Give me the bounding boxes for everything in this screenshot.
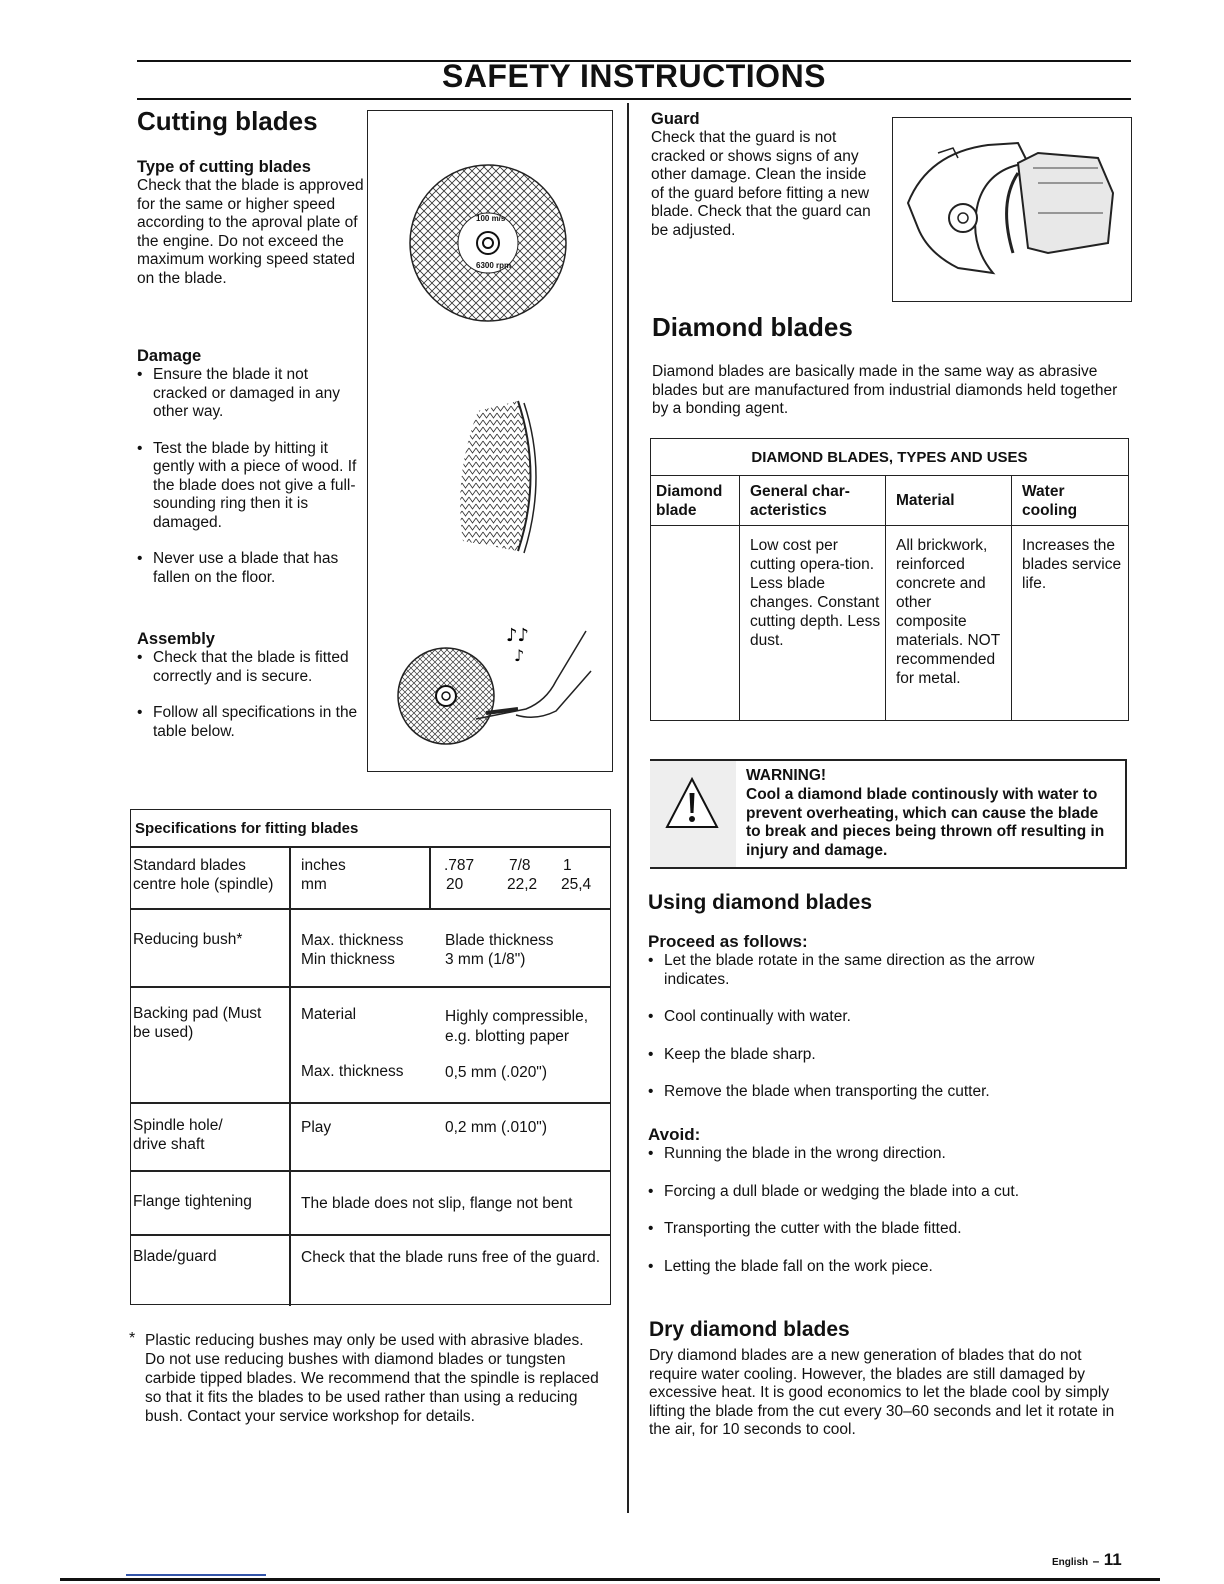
assembly-item: • Follow all specifications in the table below. <box>137 704 363 741</box>
guard-heading: Guard <box>651 110 700 128</box>
spec-value: Highly compressible, e.g. blotting paper <box>445 1008 588 1045</box>
diamond-table-header: Water cooling <box>1012 476 1129 526</box>
avoid-heading: Avoid: <box>648 1125 701 1144</box>
specifications-table <box>130 809 611 1305</box>
dry-diamond-heading: Dry diamond blades <box>649 1318 850 1341</box>
spec-value: Blade thickness <box>445 932 554 949</box>
spec-value: The blade does not slip, flange not bent <box>301 1195 573 1212</box>
footer-page: 11 <box>1103 1550 1122 1569</box>
assembly-heading: Assembly <box>137 630 215 648</box>
title-rule <box>137 98 1131 100</box>
spec-param: Max. thickness <box>301 1063 404 1080</box>
proceed-item: • Remove the blade when transporting the cutter. <box>648 1083 1128 1102</box>
diamond-table-cell: Low cost per cutting opera-tion. Less blade changes. Constant cutting depth. Less dust. <box>740 526 886 721</box>
proceed-item: • Cool continually with water. <box>648 1008 1128 1027</box>
diamond-table-cell: Increases the blades service life. <box>1012 526 1129 721</box>
footer-dash: – <box>1092 1554 1100 1568</box>
diamond-intro-text: Diamond blades are basically made in the same way as abrasive blades but are manufactured from industrial diamonds held together by a bonding agent. <box>652 363 1118 417</box>
blade-ring-test-illustration <box>396 611 606 761</box>
spec-row-label: Backing pad (Must be used) <box>133 1005 262 1041</box>
type-heading: Type of cutting blades <box>137 158 311 176</box>
blade-edge-test-illustration <box>448 391 548 561</box>
warning-icon <box>664 775 720 831</box>
spec-param: Min thickness <box>301 951 395 968</box>
spec-param: Material <box>301 1006 357 1023</box>
avoid-item: • Running the blade in the wrong direction. <box>648 1145 1128 1164</box>
spec-param: Max. thickness <box>301 932 404 949</box>
illustration-frame <box>367 110 613 772</box>
spec-row-label: Blade/guard <box>133 1248 217 1265</box>
type-of-blades-section <box>137 158 367 288</box>
spec-row-label: Reducing bush* <box>133 931 243 948</box>
proceed-section <box>648 932 1128 1102</box>
diamond-table-header: General char-acteristics <box>740 476 886 526</box>
footnote: Plastic reducing bushes may only be used with abrasive blades. Do not use reducing bushes with diamond blades or tungsten carbide tipped blades. We recommend that the spindle is replaced so that it fits the blades to be used rather than using a reducing bush. Contact your service workshop for details. <box>145 1332 599 1425</box>
diamond-blades-heading: Diamond blades <box>652 312 853 342</box>
dry-diamond-text: Dry diamond blades are a new generation of blades that do not require water cooling. However, the blades are still damaged by excessive heat. It is good economics to let the blade cool by simply lifting the blade from the cut every 30–60 seconds and let it rotate in the air, for 10 seconds to cool. <box>649 1347 1115 1438</box>
damage-item: • Never use a blade that has fallen on the floor. <box>137 550 365 587</box>
damage-item: • Ensure the blade it not cracked or damaged in any other way. <box>137 366 365 422</box>
damage-item: • Test the blade by hitting it gently with a piece of wood. If the blade does not give a full-sounding ring then it is damaged. <box>137 440 365 533</box>
damage-heading: Damage <box>137 347 202 365</box>
warning-box <box>650 759 1127 869</box>
spec-table-title: Specifications for fitting blades <box>135 820 359 837</box>
bottom-rule-accent <box>126 1574 266 1576</box>
spec-value: .787 <box>444 857 475 874</box>
bottom-rule <box>60 1578 1160 1581</box>
cutting-blades-heading: Cutting blades <box>137 106 318 136</box>
proceed-item: • Let the blade rotate in the same direction as the arrow indicates. <box>648 952 1094 989</box>
diamond-table-cell <box>651 526 740 721</box>
guard-text: Check that the guard is not cracked or shows signs of any other damage. Clean the inside of the guard before fitting a new blade. Check that the guard can be adjusted. <box>651 129 871 239</box>
spec-value: Check that the blade runs free of the guard. <box>301 1249 600 1266</box>
avoid-item: • Transporting the cutter with the blade fitted. <box>648 1220 1128 1239</box>
page-title: SAFETY INSTRUCTIONS <box>441 58 827 94</box>
spec-value: 3 mm (1/8") <box>445 951 526 968</box>
diamond-blades-table <box>650 438 1129 721</box>
footnote-mark: * <box>129 1330 136 1347</box>
assembly-section <box>137 630 363 741</box>
power-cutter-guard-illustration <box>898 133 1126 283</box>
spec-unit: mm <box>301 876 327 893</box>
svg-text:♪♪: ♪♪ <box>506 625 529 646</box>
guard-illustration-frame <box>892 117 1132 302</box>
svg-text:♪: ♪ <box>514 646 525 665</box>
page-number <box>1052 1550 1122 1570</box>
proceed-item: • Keep the blade sharp. <box>648 1046 1128 1065</box>
spec-value: 25,4 <box>561 876 592 893</box>
blade-rpm-label: 6300 rpm <box>476 261 512 270</box>
using-diamond-heading: Using diamond blades <box>648 891 873 914</box>
spec-value: 1 <box>563 857 572 874</box>
avoid-item: • Forcing a dull blade or wedging the blade into a cut. <box>648 1183 1128 1202</box>
proceed-heading: Proceed as follows: <box>648 932 808 951</box>
spec-value: 0,2 mm (.010") <box>445 1119 547 1136</box>
diamond-table-header: Material <box>886 476 1012 526</box>
warning-text: Cool a diamond blade continously with water to prevent overheating, which can cause the blade to break and pieces being thrown off resulting in injury and damage. <box>746 786 1105 859</box>
avoid-section <box>648 1125 1128 1276</box>
cutting-blade-illustration <box>408 163 568 323</box>
avoid-item: • Letting the blade fall on the work piece. <box>648 1258 1128 1277</box>
spec-value: 22,2 <box>507 876 538 893</box>
spec-param: Play <box>301 1119 332 1136</box>
guard-section <box>651 110 883 240</box>
spec-value: 7/8 <box>509 857 531 874</box>
type-text: Check that the blade is approved for the same or higher speed according to the aproval plate of the engine. Do not exceed the maximum working speed stated on the blade. <box>137 177 364 287</box>
diamond-table-cell: All brickwork, reinforced concrete and other composite materials. NOT recommended for metal. <box>886 526 1012 721</box>
diamond-table-title: DIAMOND BLADES, TYPES AND USES <box>651 439 1129 476</box>
diamond-table-header: Diamond blade <box>651 476 740 526</box>
spec-unit: inches <box>301 857 346 874</box>
spec-value: 0,5 mm (.020") <box>445 1064 547 1081</box>
spec-row-label: Flange tightening <box>133 1193 252 1210</box>
assembly-item: • Check that the blade is fitted correctly and is secure. <box>137 649 363 686</box>
spec-value: 20 <box>446 876 464 893</box>
warning-title: WARNING! <box>746 767 827 784</box>
column-divider <box>627 103 629 1513</box>
footer-language: English <box>1052 1557 1089 1568</box>
blade-speed-label: 100 m/s <box>476 214 506 223</box>
spec-row-label: Standard blades centre hole (spindle) <box>133 857 274 893</box>
spec-row-label: Spindle hole/ drive shaft <box>133 1117 223 1153</box>
damage-section <box>137 347 365 587</box>
